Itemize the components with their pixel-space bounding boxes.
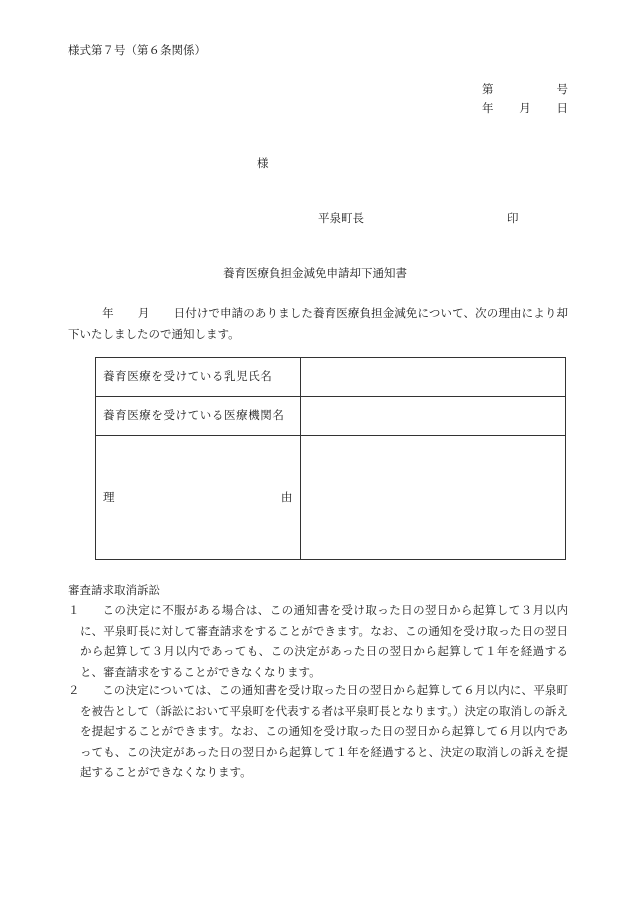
institution-field[interactable] — [301, 397, 566, 436]
note-number: １ — [68, 603, 80, 617]
reason-field[interactable] — [301, 436, 566, 560]
body-year: 年 — [102, 306, 114, 320]
issuer-name: 平泉町長 — [318, 211, 364, 225]
addressee-honorific: 様 — [257, 156, 269, 170]
info-table — [95, 357, 566, 560]
document-title: 養育医療負担金減免申請却下通知書 — [223, 266, 407, 280]
note-text: この決定に不服がある場合は、この通知書を受け取った日の翌日から起算して３月以内に、平泉町長に対して審査請求をすることができます。なお、この通知を受け取った日の翌日から起算して３月以内であっても、この決定があった日の翌日から起算して１年を経過すると、審査請求をすることができなくなります。 — [80, 603, 568, 679]
body-month: 月 — [137, 306, 150, 320]
infant-name-field[interactable] — [301, 358, 566, 397]
table-row-institution — [96, 397, 566, 436]
body-text: 日付けで申請のありました養育医療負担金減免について、次の理由により却下いたしましたので通知します。 — [68, 306, 568, 341]
number-prefix: 第 — [482, 82, 494, 96]
note-text: この決定については、この通知書を受け取った日の翌日から起算して６月以内に、平泉町を被告として（訴訟において平泉町を代表する者は平泉町長となります。）決定の取消しの訴えを提起することができます。なお、この通知を受け取った日の翌日から起算して６月以内であっても、この決定があった日の翌日から起算して１年を経過すると、決定の取消しの訴えを提起することができなくなります。 — [80, 683, 568, 779]
issue-date — [482, 103, 568, 115]
reason-label — [96, 436, 301, 560]
date-year: 年 — [482, 101, 494, 115]
infant-name-label: 養育医療を受けている乳児氏名 — [96, 358, 301, 397]
reason-label-first: 理 — [103, 489, 116, 504]
number-suffix: 号 — [556, 82, 568, 96]
body-paragraph — [68, 303, 568, 345]
note-item — [68, 600, 568, 682]
date-month: 月 — [519, 101, 531, 115]
note-item — [68, 680, 568, 783]
notes-title: 審査請求取消訴訟 — [68, 583, 160, 597]
table-row-infant-name — [96, 358, 566, 397]
date-day: 日 — [556, 101, 568, 115]
document-number — [482, 84, 568, 96]
form-id: 様式第７号（第６条関係） — [68, 43, 206, 57]
table-row-reason — [96, 436, 566, 560]
institution-label: 養育医療を受けている医療機関名 — [96, 397, 301, 436]
seal-mark: 印 — [507, 211, 519, 225]
note-number: ２ — [68, 683, 80, 697]
reason-label-second: 由 — [280, 489, 293, 504]
